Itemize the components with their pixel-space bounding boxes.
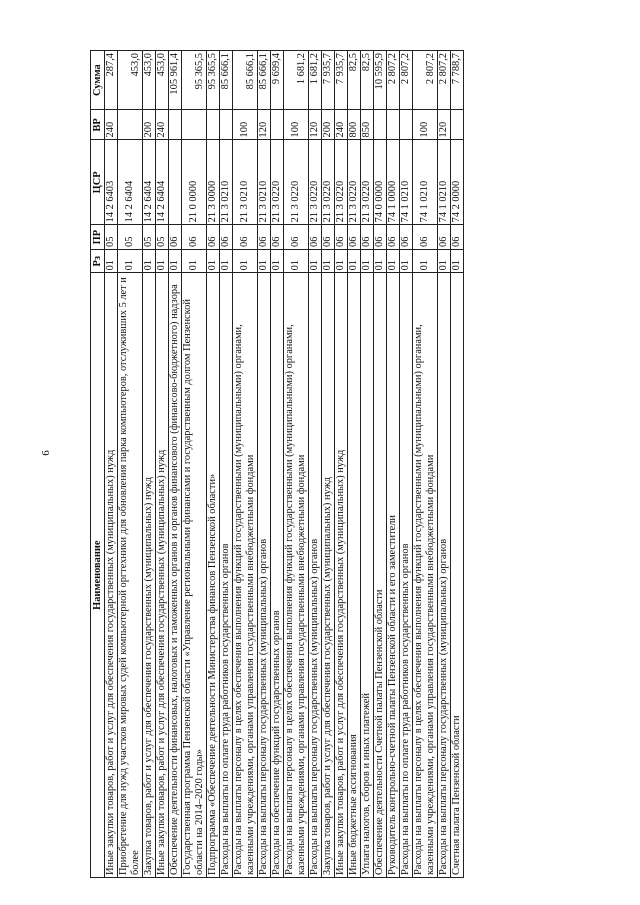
- row-rz: 01: [220, 249, 233, 272]
- row-sum: 453,0: [143, 51, 156, 110]
- row-rz: 01: [374, 249, 387, 272]
- row-rz: 01: [322, 249, 335, 272]
- row-vr: [118, 110, 143, 140]
- row-vr: [207, 110, 220, 140]
- row-sum: 1 681,2: [309, 51, 322, 110]
- row-pr: 05: [143, 225, 156, 250]
- row-csr: 74 1 0000: [387, 140, 400, 225]
- table-row: [451, 51, 464, 878]
- row-pr: 06: [271, 225, 284, 250]
- row-vr: 120: [258, 110, 271, 140]
- row-vr: [387, 110, 400, 140]
- row-sum: 453,0: [156, 51, 169, 110]
- row-rz: 01: [156, 249, 169, 272]
- row-vr: 100: [413, 110, 438, 140]
- row-sum: 1 681,2: [284, 51, 309, 110]
- row-pr: 06: [233, 225, 258, 250]
- row-name: Закупка товаров, работ и услуг для обеспечения государственных (муниципальных) нужд: [143, 273, 156, 878]
- row-csr: 74 1 0210: [400, 140, 413, 225]
- row-pr: 05: [105, 225, 118, 250]
- row-vr: 240: [156, 110, 169, 140]
- table-row: [413, 51, 438, 878]
- table-row: [284, 51, 309, 878]
- row-sum: 85 666,1: [258, 51, 271, 110]
- table-row: [374, 51, 387, 878]
- row-sum: 95 365,5: [207, 51, 220, 110]
- row-name: Расходы на выплаты персоналу государственных (муниципальных) органов: [309, 273, 322, 878]
- row-csr: 14 2 6404: [156, 140, 169, 225]
- row-pr: 06: [309, 225, 322, 250]
- row-sum: 95 365,5: [182, 51, 207, 110]
- row-pr: 06: [284, 225, 309, 250]
- row-name: Подпрограмма «Обеспечение деятельности Министерства финансов Пензенской области»: [207, 273, 220, 878]
- table-row: [348, 51, 361, 878]
- row-rz: 01: [348, 249, 361, 272]
- row-pr: 06: [451, 225, 464, 250]
- row-pr: 06: [438, 225, 451, 250]
- row-rz: 01: [233, 249, 258, 272]
- row-sum: 85 666,1: [220, 51, 233, 110]
- row-rz: 01: [309, 249, 322, 272]
- row-rz: 01: [413, 249, 438, 272]
- row-vr: 100: [233, 110, 258, 140]
- row-csr: 21 3 0220: [361, 140, 374, 225]
- row-pr: 06: [169, 225, 182, 250]
- row-name: Расходы на выплаты персоналу государственных (муниципальных) органов: [438, 273, 451, 878]
- row-vr: 100: [284, 110, 309, 140]
- header-csr: ЦСР: [91, 140, 105, 225]
- table-row: [182, 51, 207, 878]
- row-name: Расходы на обеспечение функций государственных органов: [271, 273, 284, 878]
- row-pr: 06: [348, 225, 361, 250]
- row-sum: 2 807,2: [400, 51, 413, 110]
- row-name: Иные закупки товаров, работ и услуг для обеспечения государственных (муниципальных) нужд: [105, 273, 118, 878]
- row-csr: 74 1 0210: [413, 140, 438, 225]
- table-row: [118, 51, 143, 878]
- header-rz: Рз: [91, 249, 105, 272]
- row-sum: 2 807,2: [413, 51, 438, 110]
- row-csr: 74 0 0000: [374, 140, 387, 225]
- row-vr: 120: [438, 110, 451, 140]
- row-sum: 85 666,1: [233, 51, 258, 110]
- row-vr: [374, 110, 387, 140]
- header-name: Наименование: [91, 273, 105, 878]
- row-pr: 06: [207, 225, 220, 250]
- table-row: [143, 51, 156, 878]
- row-rz: 01: [451, 249, 464, 272]
- row-sum: 7 788,7: [451, 51, 464, 110]
- row-name: Уплата налогов, сборов и иных платежей: [361, 273, 374, 878]
- table-row: [400, 51, 413, 878]
- header-sum: Сумма: [91, 51, 105, 110]
- row-vr: [182, 110, 207, 140]
- row-name: Счетная палата Пензенской области: [451, 273, 464, 878]
- row-name: Расходы на выплаты персоналу государственных (муниципальных) органов: [258, 273, 271, 878]
- row-sum: 9 699,4: [271, 51, 284, 110]
- row-sum: 82,5: [361, 51, 374, 110]
- row-sum: 287,4: [105, 51, 118, 110]
- header-vr: ВР: [91, 110, 105, 140]
- row-pr: 05: [156, 225, 169, 250]
- row-sum: 7 935,7: [335, 51, 348, 110]
- row-rz: 01: [207, 249, 220, 272]
- table-row: [207, 51, 220, 878]
- table-row: [309, 51, 322, 878]
- row-csr: 14 2 6403: [105, 140, 118, 225]
- row-name: Приобретение для нужд участков мировых судей компьютерной оргтехники для обновления парка компьютеров, отслуживших 5 лет и более: [118, 273, 143, 878]
- row-pr: 06: [374, 225, 387, 250]
- row-rz: 01: [284, 249, 309, 272]
- row-pr: 05: [118, 225, 143, 250]
- row-name: Расходы на выплаты персоналу в целях обеспечения выполнения функций государственными (муниципальными) органами, казенными учреждениями, органами управления государственными внебюджетными фондами: [284, 273, 309, 878]
- row-name: Расходы на выплаты персоналу в целях обеспечения выполнения функций государственными (муниципальными) органами, казенными учреждениями, органами управления государственными внебюджетными фондами: [413, 273, 438, 878]
- table-row: [220, 51, 233, 878]
- row-rz: 01: [258, 249, 271, 272]
- row-csr: 21 3 0220: [271, 140, 284, 225]
- row-rz: 01: [118, 249, 143, 272]
- table-row: [258, 51, 271, 878]
- row-vr: 200: [322, 110, 335, 140]
- row-vr: [169, 110, 182, 140]
- budget-table: [90, 50, 464, 878]
- table-row: [335, 51, 348, 878]
- row-rz: 01: [169, 249, 182, 272]
- row-vr: 200: [143, 110, 156, 140]
- row-csr: 21 3 0220: [335, 140, 348, 225]
- row-pr: 06: [413, 225, 438, 250]
- row-pr: 06: [182, 225, 207, 250]
- table-header-row: [91, 51, 105, 878]
- table-row: [387, 51, 400, 878]
- row-csr: 21 3 0210: [258, 140, 271, 225]
- row-vr: 240: [335, 110, 348, 140]
- row-rz: 01: [105, 249, 118, 272]
- row-csr: 14 2 6404: [118, 140, 143, 225]
- row-csr: 21 3 0220: [309, 140, 322, 225]
- row-pr: 06: [387, 225, 400, 250]
- row-vr: 850: [361, 110, 374, 140]
- row-csr: 21 3 0220: [322, 140, 335, 225]
- row-csr: 14 2 6404: [143, 140, 156, 225]
- table-row: [156, 51, 169, 878]
- row-sum: 10 595,9: [374, 51, 387, 110]
- row-pr: 06: [322, 225, 335, 250]
- row-pr: 06: [335, 225, 348, 250]
- table-row: [438, 51, 451, 878]
- row-vr: [220, 110, 233, 140]
- row-rz: 01: [335, 249, 348, 272]
- row-sum: 2 807,2: [387, 51, 400, 110]
- header-pr: ПР: [91, 225, 105, 250]
- row-rz: 01: [387, 249, 400, 272]
- row-name: Расходы на выплаты по оплате труда работников государственных органов: [400, 273, 413, 878]
- table-row: [271, 51, 284, 878]
- row-vr: 240: [105, 110, 118, 140]
- row-csr: 21 3 0210: [220, 140, 233, 225]
- row-pr: 06: [220, 225, 233, 250]
- row-name: Иные закупки товаров, работ и услуг для обеспечения государственных (муниципальных) нужд: [156, 273, 169, 878]
- row-name: Обеспечение деятельности финансовых, налоговых и таможенных органов и органов финансового (финансово-бюджетного) надзора: [169, 273, 182, 878]
- row-vr: [451, 110, 464, 140]
- row-name: Расходы на выплаты персоналу в целях обеспечения выполнения функций государственными (муниципальными) органами, казенными учреждениями, органами управления государственными внебюджетными фондами: [233, 273, 258, 878]
- row-sum: 7 935,7: [322, 51, 335, 110]
- table-row: [233, 51, 258, 878]
- row-rz: 01: [361, 249, 374, 272]
- table-row: [169, 51, 182, 878]
- row-rz: 01: [438, 249, 451, 272]
- row-rz: 01: [143, 249, 156, 272]
- page-number: 6: [40, 450, 52, 456]
- row-csr: 21 3 0220: [284, 140, 309, 225]
- table-row: [105, 51, 118, 878]
- row-vr: [271, 110, 284, 140]
- table-row: [361, 51, 374, 878]
- row-rz: 01: [271, 249, 284, 272]
- row-sum: 453,0: [118, 51, 143, 110]
- row-vr: 800: [348, 110, 361, 140]
- row-csr: 21 3 0210: [233, 140, 258, 225]
- budget-table-container: [90, 50, 579, 878]
- row-csr: 74 1 0210: [438, 140, 451, 225]
- row-vr: [400, 110, 413, 140]
- row-name: Обеспечение деятельности Счетной палаты Пензенской области: [374, 273, 387, 878]
- row-csr: 21 3 0000: [207, 140, 220, 225]
- row-name: Иные закупки товаров, работ и услуг для обеспечения государственных (муниципальных) нужд: [335, 273, 348, 878]
- row-sum: 2 807,2: [438, 51, 451, 110]
- row-name: Иные бюджетные ассигнования: [348, 273, 361, 878]
- row-csr: 21 3 0220: [348, 140, 361, 225]
- table-row: [322, 51, 335, 878]
- row-name: Государственная программа Пензенской области «Управление региональными финансами и государственным долгом Пензенской области на 2014–2020 годы»: [182, 273, 207, 878]
- row-csr: 21 0 0000: [182, 140, 207, 225]
- row-sum: 82,5: [348, 51, 361, 110]
- row-name: Руководитель контрольно-счетной палаты Пензенской области и его заместители: [387, 273, 400, 878]
- row-name: Закупка товаров, работ и услуг для обеспечения государственных (муниципальных) нужд: [322, 273, 335, 878]
- row-pr: 06: [258, 225, 271, 250]
- row-csr: [169, 140, 182, 225]
- row-vr: 120: [309, 110, 322, 140]
- row-pr: 06: [400, 225, 413, 250]
- row-pr: 06: [361, 225, 374, 250]
- row-csr: 74 2 0000: [451, 140, 464, 225]
- row-name: Расходы на выплаты по оплате труда работников государственных органов: [220, 273, 233, 878]
- row-sum: 105 961,4: [169, 51, 182, 110]
- row-rz: 01: [400, 249, 413, 272]
- row-rz: 01: [182, 249, 207, 272]
